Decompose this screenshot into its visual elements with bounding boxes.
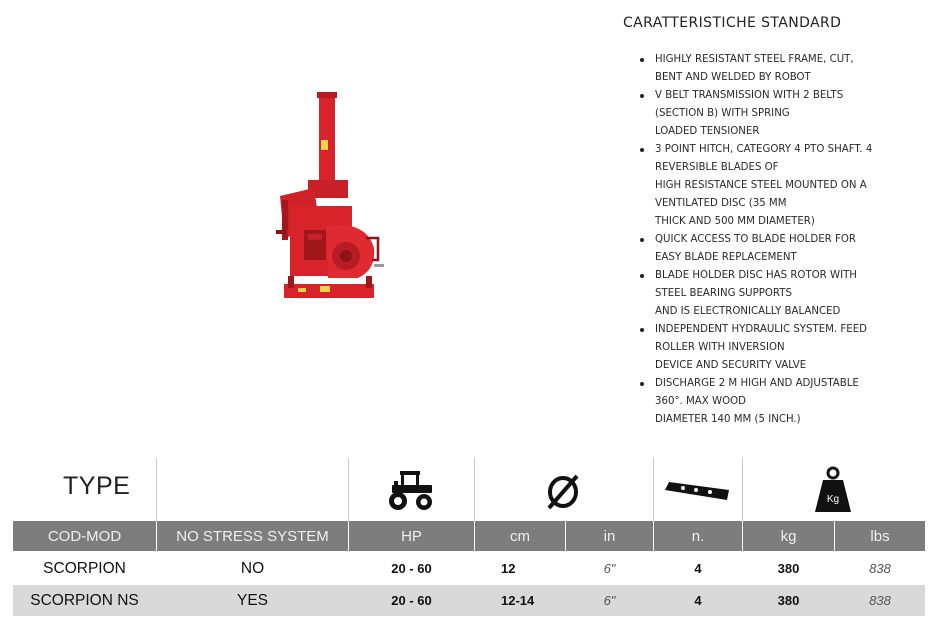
- feature-item: HIGHLY RESISTANT STEEL FRAME, CUT, BENT AND WELDED BY ROBOT: [655, 51, 923, 87]
- features-title: CARATTERISTICHE STANDARD: [623, 15, 842, 31]
- cell-model: SCORPION NS: [30, 591, 139, 609]
- cell-model: SCORPION: [43, 559, 126, 577]
- cell-lbs: 838: [869, 593, 891, 608]
- header-n: n.: [691, 527, 705, 545]
- divider: [742, 458, 743, 521]
- feature-item: DISCHARGE 2 M HIGH AND ADJUSTABLE 360°. MAX WOOD DIAMETER 140 MM (5 INCH.): [655, 375, 923, 429]
- feature-item: QUICK ACCESS TO BLADE HOLDER FOR EASY BLADE REPLACEMENT: [655, 231, 923, 267]
- cell-kg: 380: [777, 593, 800, 608]
- divider: [156, 458, 157, 521]
- feature-item: INDEPENDENT HYDRAULIC SYSTEM. FEED ROLLER WITH INVERSION DEVICE AND SECURITY VALVE: [655, 321, 923, 375]
- features-section: [623, 14, 923, 429]
- cell-no-stress: NO: [240, 559, 265, 577]
- cell-blades: 4: [694, 593, 702, 608]
- cell-cm: 12: [501, 561, 516, 576]
- divider: [653, 458, 654, 521]
- feature-item: BLADE HOLDER DISC HAS ROTOR WITH STEEL BEARING SUPPORTS AND IS ELECTRONICALLY BALANCED: [655, 267, 923, 321]
- divider: [474, 458, 475, 521]
- header-kg: kg: [780, 527, 797, 545]
- feature-item: 3 POINT HITCH, CATEGORY 4 PTO SHAFT. 4 REVERSIBLE BLADES OF HIGH RESISTANCE STEEL MOUNTED ON A VENTILATED DISC (35 MM THICK AND 500 MM DIAMETER): [655, 141, 923, 231]
- cell-in: 6": [603, 593, 616, 608]
- blade-icon: [663, 476, 733, 509]
- spec-table: [13, 458, 925, 618]
- cell-no-stress: YES: [236, 591, 268, 609]
- feature-item: V BELT TRANSMISSION WITH 2 BELTS (SECTION B) WITH SPRING LOADED TENSIONER: [655, 87, 923, 141]
- cell-hp: 20 - 60: [391, 561, 432, 576]
- header-lbs: lbs: [870, 527, 890, 545]
- table-header: [13, 521, 925, 551]
- cell-blades: 4: [694, 561, 702, 576]
- header-hp: HP: [401, 527, 422, 545]
- cell-in: 6": [603, 561, 616, 576]
- weight-icon-label: Kg: [826, 494, 840, 505]
- cell-hp: 20 - 60: [391, 593, 432, 608]
- wood-chipper-image: [268, 88, 386, 310]
- type-title: TYPE: [63, 472, 131, 500]
- features-list: [623, 51, 923, 429]
- header-cod-mod: COD-MOD: [47, 527, 122, 545]
- cell-kg: 380: [777, 561, 800, 576]
- header-cm: cm: [510, 527, 530, 545]
- header-no-stress: NO STRESS SYSTEM: [176, 527, 329, 545]
- weight-icon: [813, 466, 853, 519]
- table-row: [13, 585, 925, 616]
- header-in: in: [603, 527, 616, 545]
- divider: [348, 458, 349, 521]
- table-row: [13, 553, 925, 584]
- product-image: [268, 88, 386, 310]
- cell-cm: 12-14: [501, 593, 535, 608]
- diameter-icon: [543, 472, 583, 517]
- tractor-icon: [384, 468, 438, 517]
- cell-lbs: 838: [869, 561, 891, 576]
